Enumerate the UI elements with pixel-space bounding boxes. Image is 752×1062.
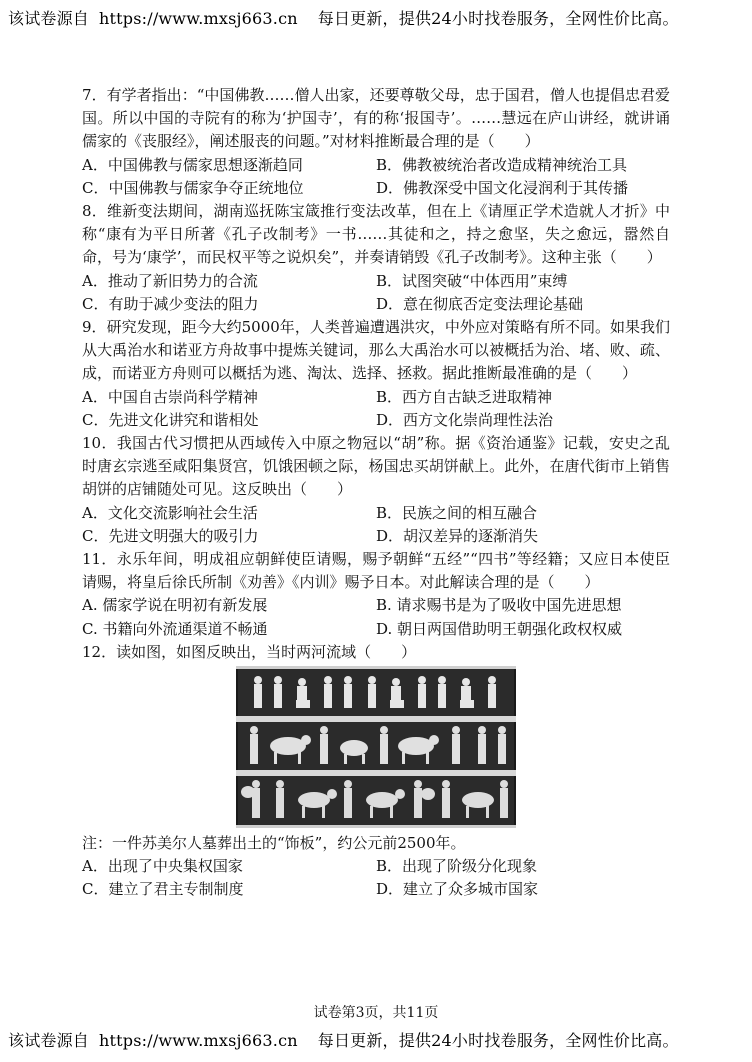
option-d[interactable]: D. 朝日两国借助明王朝强化政权权威	[376, 619, 623, 638]
option-a[interactable]: A．文化交流影响社会生活	[82, 503, 258, 522]
option-d[interactable]: D．建立了众多城市国家	[376, 880, 539, 899]
banner-slogan: 每日更新，提供24小时找卷服务，全网性价比高。	[317, 9, 679, 28]
option-a[interactable]: A．推动了新旧势力的合流	[82, 271, 258, 290]
banner-slogan: 每日更新，提供24小时找卷服务，全网性价比高。	[317, 1031, 679, 1050]
banner-url[interactable]: https://www.mxsj663.cn	[99, 1031, 298, 1050]
page-footer: 试卷第3页，共11页	[313, 1005, 439, 1021]
option-list	[82, 154, 670, 200]
option-c[interactable]: C. 书籍向外流通渠道不畅通	[82, 619, 268, 638]
question-list	[82, 84, 670, 902]
question-9	[82, 316, 670, 432]
option-b[interactable]: B．试图突破“中体西用”束缚	[376, 271, 568, 290]
option-c[interactable]: C．中国佛教与儒家争夺正统地位	[82, 178, 304, 197]
option-d[interactable]: D．西方文化崇尚理性法治	[376, 410, 554, 429]
question-number: 11．	[82, 550, 117, 569]
option-a[interactable]: A．中国自古崇尚科学精神	[82, 387, 258, 406]
option-b[interactable]: B. 请求赐书是为了吸收中国先进思想	[376, 596, 622, 615]
banner-url[interactable]: https://www.mxsj663.cn	[99, 9, 298, 28]
option-c[interactable]: C．有助于减少变法的阻力	[82, 294, 259, 313]
banner-source: 该试卷源自	[8, 1031, 90, 1050]
option-c[interactable]: C．建立了君主专制制度	[82, 880, 244, 899]
option-list	[82, 594, 670, 640]
figure-note: 注：一件苏美尔人墓葬出土的“饰板”，约公元前2500年。	[82, 834, 466, 853]
banner-source: 该试卷源自	[8, 9, 90, 28]
question-number: 10．	[82, 434, 117, 453]
option-b[interactable]: B．民族之间的相互融合	[376, 503, 538, 522]
question-stem: 12．读如图，如图反映出，当时两河流域（ ）	[82, 642, 417, 661]
figure	[82, 666, 670, 828]
question-number: 7．	[82, 86, 107, 104]
option-a[interactable]: A．出现了中央集权国家	[82, 857, 243, 876]
question-number: 8．	[82, 202, 107, 221]
question-8	[82, 200, 670, 316]
option-list	[82, 855, 670, 901]
option-d[interactable]: D．佛教深受中国文化浸润利于其传播	[376, 178, 629, 197]
option-b[interactable]: B．佛教被统治者改造成精神统治工具	[376, 155, 628, 174]
top-banner	[8, 8, 744, 30]
option-b[interactable]: B．出现了阶级分化现象	[376, 857, 538, 876]
question-stem: 7．有学者指出：“中国佛教……僧人出家，还要尊敬父母，忠于国君，僧人也提倡忠君爱国。所以中国的寺院有的称为‘护国寺’，有的称‘报国寺’。……慧远在庐山讲经，就讲诵儒家的《丧服经》，阐述服丧的问题。”对材料推断最合理的是（ ）	[82, 86, 670, 151]
question-7	[82, 84, 670, 200]
question-10	[82, 432, 670, 548]
option-d[interactable]: D．意在彻底否定变法理论基础	[376, 294, 584, 313]
option-a[interactable]: A．中国佛教与儒家思想逐渐趋同	[82, 155, 303, 174]
question-stem: 8．维新变法期间，湖南巡抚陈宝箴推行变法改革，但在上《请厘正学术造就人才折》中称“康有为平日所著《孔子改制考》一书……其徒和之，持之愈坚，失之愈远，嚣然自命，号为‘康学’，而民权平等之说炽矣”，并奏请销毁《孔子改制考》。这种主张（ ）	[82, 202, 670, 267]
option-list	[82, 386, 670, 432]
question-stem: 11．永乐年间，明成祖应朝鲜使臣请赐，赐予朝鲜“五经”“四书”等经籍；又应日本使臣请赐，将皇后徐氏所制《劝善》《内训》赐予日本。对此解读合理的是（ ）	[82, 550, 670, 592]
option-list	[82, 502, 670, 548]
question-number: 9．	[82, 318, 107, 337]
option-a[interactable]: A. 儒家学说在明初有新发展	[82, 596, 268, 615]
question-stem: 10．我国古代习惯把从西域传入中原之物冠以“胡”称。据《资治通鉴》记载，安史之乱时唐玄宗逃至咸阳集贤宫，饥饿困顿之际，杨国忠买胡饼献上。此外，在唐代街市上销售胡饼的店铺随处可见。这反映出（ ）	[82, 434, 671, 499]
option-c[interactable]: C．先进文明强大的吸引力	[82, 526, 259, 545]
sumerian-panel-image	[236, 666, 516, 828]
option-list	[82, 270, 670, 316]
question-number: 12．	[82, 642, 117, 661]
bottom-banner	[8, 1030, 744, 1052]
option-d[interactable]: D．胡汉差异的逐渐消失	[376, 526, 539, 545]
question-11	[82, 548, 670, 641]
question-stem: 9．研究发现，距今大约5000年，人类普遍遭遇洪灾，中外应对策略有所不同。如果我们从大禹治水和诺亚方舟故事中提炼关键词，那么大禹治水可以被概括为治、堵、败、疏、成，而诺亚方舟则可以概括为逃、淘汰、选择、拯救。据此推断最准确的是（ ）	[82, 318, 670, 383]
option-b[interactable]: B．西方自古缺乏进取精神	[376, 387, 553, 406]
option-c[interactable]: C．先进文化讲究和谐相处	[82, 410, 259, 429]
question-12	[82, 641, 670, 902]
